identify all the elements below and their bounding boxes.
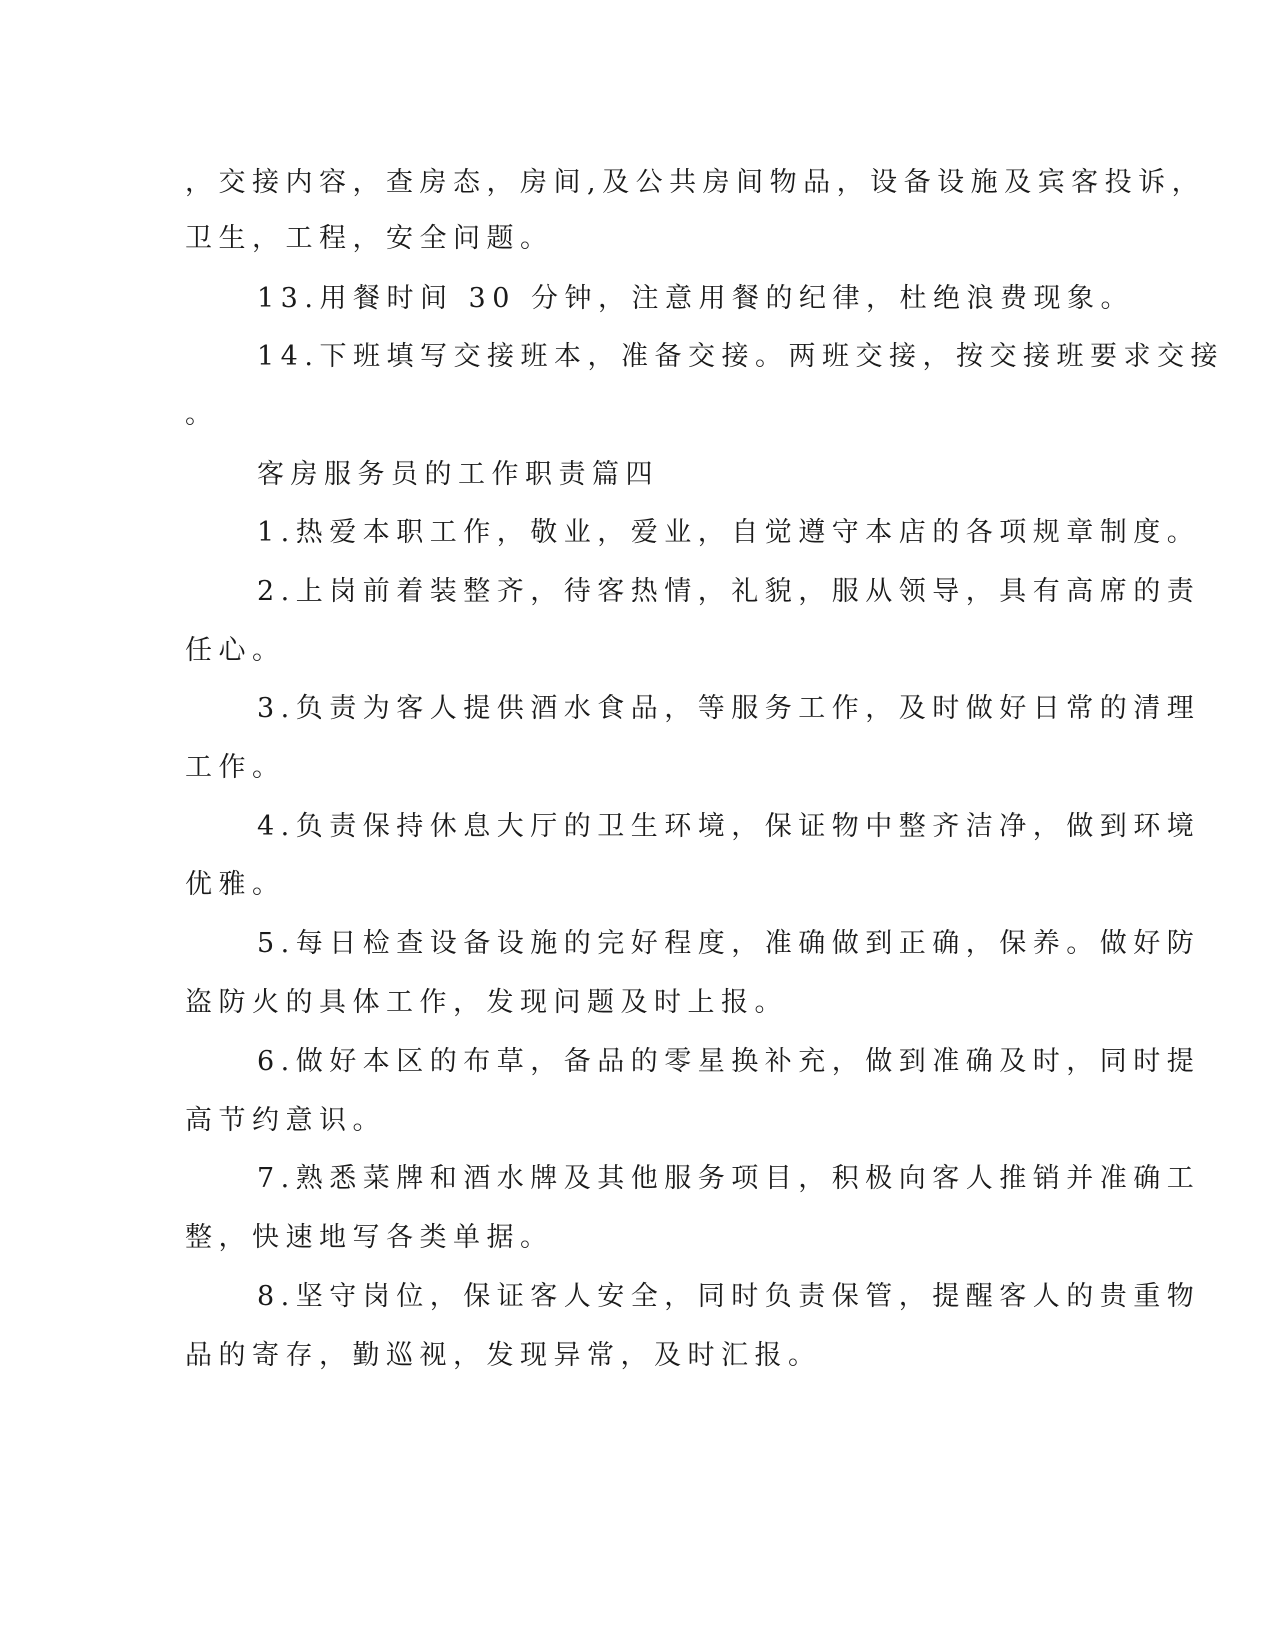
text-line: 工作。	[185, 752, 286, 783]
text-line: 整，快速地写各类单据。	[185, 1222, 554, 1253]
text-line: 7.熟悉菜牌和酒水牌及其他服务项目，积极向客人推销并准确工	[257, 1163, 1201, 1194]
text-line: 盗防火的具体工作，发现问题及时上报。	[185, 987, 788, 1018]
text-line: 卫生，工程，安全问题。	[185, 223, 554, 254]
text-line: 高节约意识。	[185, 1105, 386, 1136]
text-line: 品的寄存，勤巡视，发现异常，及时汇报。	[185, 1340, 822, 1371]
section-heading: 客房服务员的工作职责篇四	[257, 459, 659, 490]
text-line: 13.用餐时间 30 分钟，注意用餐的纪律，杜绝浪费现象。	[257, 283, 1134, 314]
text-line: 2.上岗前着装整齐，待客热情，礼貌，服从领导，具有高席的责	[257, 576, 1201, 607]
text-line: 8.坚守岗位，保证客人安全，同时负责保管，提醒客人的贵重物	[257, 1281, 1201, 1312]
text-line: 6.做好本区的布草，备品的零星换补充，做到准确及时，同时提	[257, 1046, 1201, 1077]
text-line: 14.下班填写交接班本，准备交接。两班交接，按交接班要求交接	[257, 341, 1224, 372]
text-line: 3.负责为客人提供酒水食品，等服务工作，及时做好日常的清理	[257, 693, 1201, 724]
text-line: 优雅。	[185, 869, 286, 900]
text-line: 5.每日检查设备设施的完好程度，准确做到正确，保养。做好防	[257, 928, 1201, 959]
text-line: 。	[185, 399, 219, 430]
text-line: 4.负责保持休息大厅的卫生环境，保证物中整齐洁净，做到环境	[257, 811, 1201, 842]
text-line: 任心。	[185, 635, 286, 666]
text-line: ，交接内容，查房态，房间,及公共房间物品，设备设施及宾客投诉，	[185, 167, 1206, 198]
text-line: 1.热爱本职工作，敬业，爱业，自觉遵守本店的各项规章制度。	[257, 517, 1201, 548]
